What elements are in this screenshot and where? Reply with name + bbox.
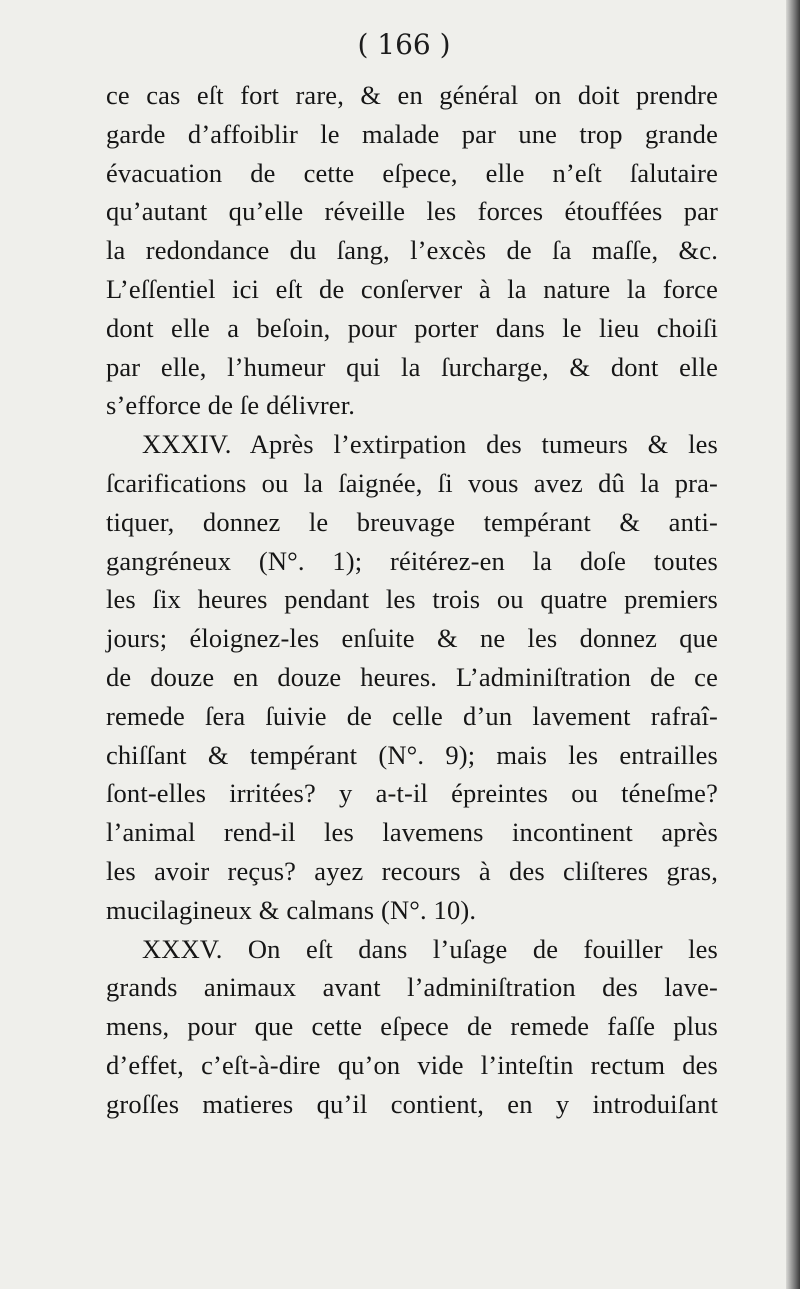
text-line: de douze en douze heures. L’adminiſtration de ce [106, 661, 718, 692]
text-line: grands animaux avant l’adminiſtration des lave- [106, 972, 718, 1003]
text-line: mucilagineux & calmans (N°. 10). [106, 894, 477, 925]
text-line: mens, pour que cette eſpece de remede faſſe plus [106, 1011, 718, 1042]
text-line: s’efforce de ſe délivrer. [106, 390, 355, 421]
page-edge-shadow [786, 0, 800, 1289]
text-line: par elle, l’humeur qui la ſurcharge, & dont elle [106, 351, 718, 382]
text-line: évacuation de cette eſpece, elle n’eſt ſalutaire [106, 157, 718, 188]
text-line: gangréneux (N°. 1); réitérez-en la doſe toutes [106, 545, 718, 576]
text-line: XXXIV. Après l’extirpation des tumeurs & les [142, 429, 718, 460]
text-line: les ſix heures pendant les trois ou quatre premiers [106, 584, 718, 615]
body-text [106, 76, 718, 1124]
text-line: la redondance du ſang, l’excès de ſa maſſe, &c. [106, 235, 718, 266]
text-line: ſont-elles irritées? y a-t-il épreintes ou téneſme? [106, 778, 718, 809]
text-line: chiſſant & tempérant (N°. 9); mais les entrailles [106, 739, 718, 770]
text-line: ce cas eſt fort rare, & en général on doit prendre [106, 80, 718, 110]
text-line: d’effet, c’eſt-à-dire qu’on vide l’inteſtin rectum des [106, 1049, 718, 1080]
text-line: tiquer, donnez le breuvage tempérant & anti- [106, 506, 718, 537]
text-line: L’eſſentiel ici eſt de conſerver à la nature la force [106, 273, 718, 304]
text-line: garde d’affoiblir le malade par une trop grande [106, 118, 718, 149]
text-line: dont elle a beſoin, pour porter dans le lieu choiſi [106, 312, 718, 343]
text-line: remede ſera ſuivie de celle d’un lavement rafraî- [106, 700, 718, 731]
text-line: l’animal rend-il les lavemens incontinent après [106, 817, 718, 848]
page-number: ( 166 ) [357, 28, 451, 61]
text-line: ſcarifications ou la ſaignée, ſi vous avez dû la pra- [106, 467, 718, 498]
text-line: groſſes matieres qu’il contient, en y introduiſant [106, 1088, 718, 1119]
text-line: qu’autant qu’elle réveille les forces étouffées par [106, 196, 718, 227]
text-line: jours; éloignez-les enſuite & ne les donnez que [106, 623, 718, 654]
text-line: XXXV. On eſt dans l’uſage de fouiller les [142, 933, 718, 964]
text-line: les avoir reçus? ayez recours à des cliſteres gras, [106, 855, 718, 886]
